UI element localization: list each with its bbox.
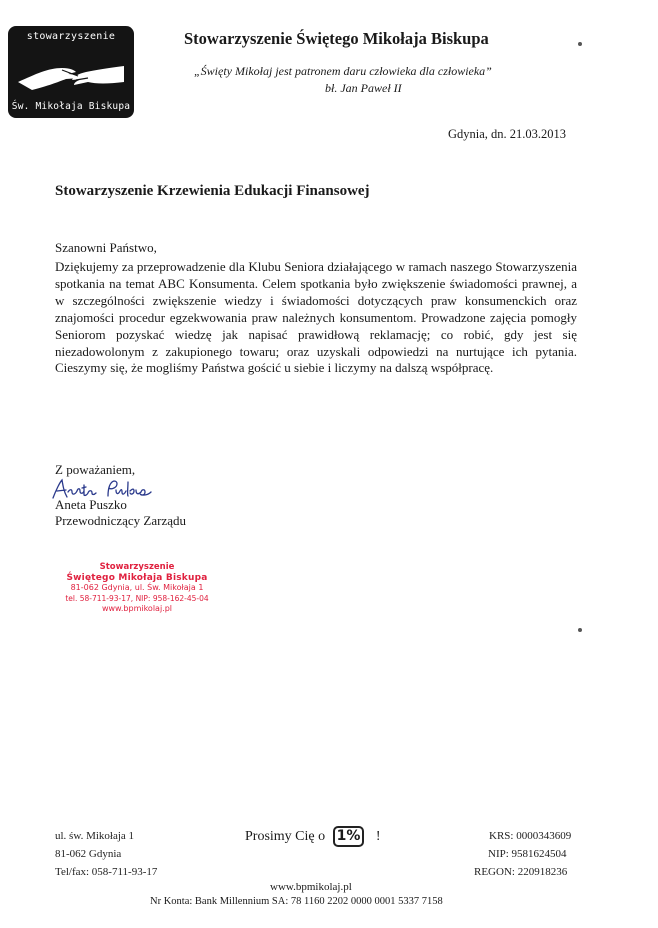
- footer-website: www.bpmikolaj.pl: [270, 881, 352, 893]
- signer-name: Aneta Puszko: [55, 497, 127, 512]
- stamp-line: tel. 58-711-93-17, NIP: 958-162-45-04: [65, 593, 209, 603]
- organization-logo: [8, 26, 134, 118]
- hands-icon: [18, 52, 124, 94]
- footer-street: ul. św. Mikołaja 1: [55, 830, 135, 842]
- closing: Z poważaniem,: [55, 462, 136, 477]
- footer-bank-account: Nr Konta: Bank Millennium SA: 78 1160 2202 0000 0001 5337 7158: [150, 896, 443, 907]
- one-percent-prefix: Prosimy Cię o: [245, 829, 326, 844]
- one-percent-suffix: !: [375, 829, 381, 844]
- logo-top-text: stowarzyszenie: [26, 31, 116, 42]
- signer-title: Przewodniczący Zarządu: [55, 513, 187, 528]
- recipient: Stowarzyszenie Krzewienia Edukacji Finansowej: [55, 183, 370, 199]
- stamp-line: Świętego Mikołaja Biskupa: [66, 572, 208, 583]
- one-percent-appeal: [245, 826, 381, 847]
- footer-nip: NIP: 9581624504: [488, 848, 567, 860]
- stamp-line: Stowarzyszenie: [99, 562, 175, 572]
- motto-author: bł. Jan Paweł II: [325, 81, 402, 95]
- organization-name: Stowarzyszenie Świętego Mikołaja Biskupa: [184, 29, 489, 48]
- stamp-line: 81-062 Gdynia, ul. Św. Mikołaja 1: [70, 583, 204, 592]
- footer-city: 81-062 Gdynia: [55, 848, 122, 860]
- stamp-line: www.bpmikolaj.pl: [101, 604, 173, 613]
- letter-body: Dziękujemy za przeprowadzenie dla Klubu Seniora działającego w ramach naszego Stowarzyszenia spotkania na temat ABC Konsumenta. Celem spotkania było zwiększenie świadomości prawnej, a w szczególności zwiększenie wiedzy i świadomości dotyczących praw konsumenckich oraz znajomości procedur egzekwowania praw należnych konsumentom. Prowadzone zajęcia pomogły Seniorom pozyskać wiedzę jak napisać prawidłową reklamację; co robić, gdy jest się niezadowolonym z zakupionego towaru; oraz uzyskali odpowiedzi na nurtujące ich pytania. Cieszymy się, że mogliśmy Państwa gościć u siebie i liczymy na dalszą współpracę.: [55, 259, 577, 376]
- one-percent-badge: 1%: [333, 826, 365, 847]
- organization-stamp: [54, 562, 220, 615]
- punch-mark: [578, 42, 582, 46]
- salutation: Szanowni Państwo,: [55, 240, 157, 255]
- punch-mark: [578, 628, 582, 632]
- footer-telephone: Tel/fax: 058-711-93-17: [55, 866, 158, 878]
- footer-regon: REGON: 220918236: [474, 866, 568, 878]
- footer-krs: KRS: 0000343609: [489, 830, 572, 842]
- motto: „Święty Mikołaj jest patronem daru człowieka dla człowieka”: [194, 64, 492, 78]
- logo-bottom-text: Św. Mikołaja Biskupa: [11, 101, 131, 112]
- place-and-date: Gdynia, dn. 21.03.2013: [448, 127, 567, 141]
